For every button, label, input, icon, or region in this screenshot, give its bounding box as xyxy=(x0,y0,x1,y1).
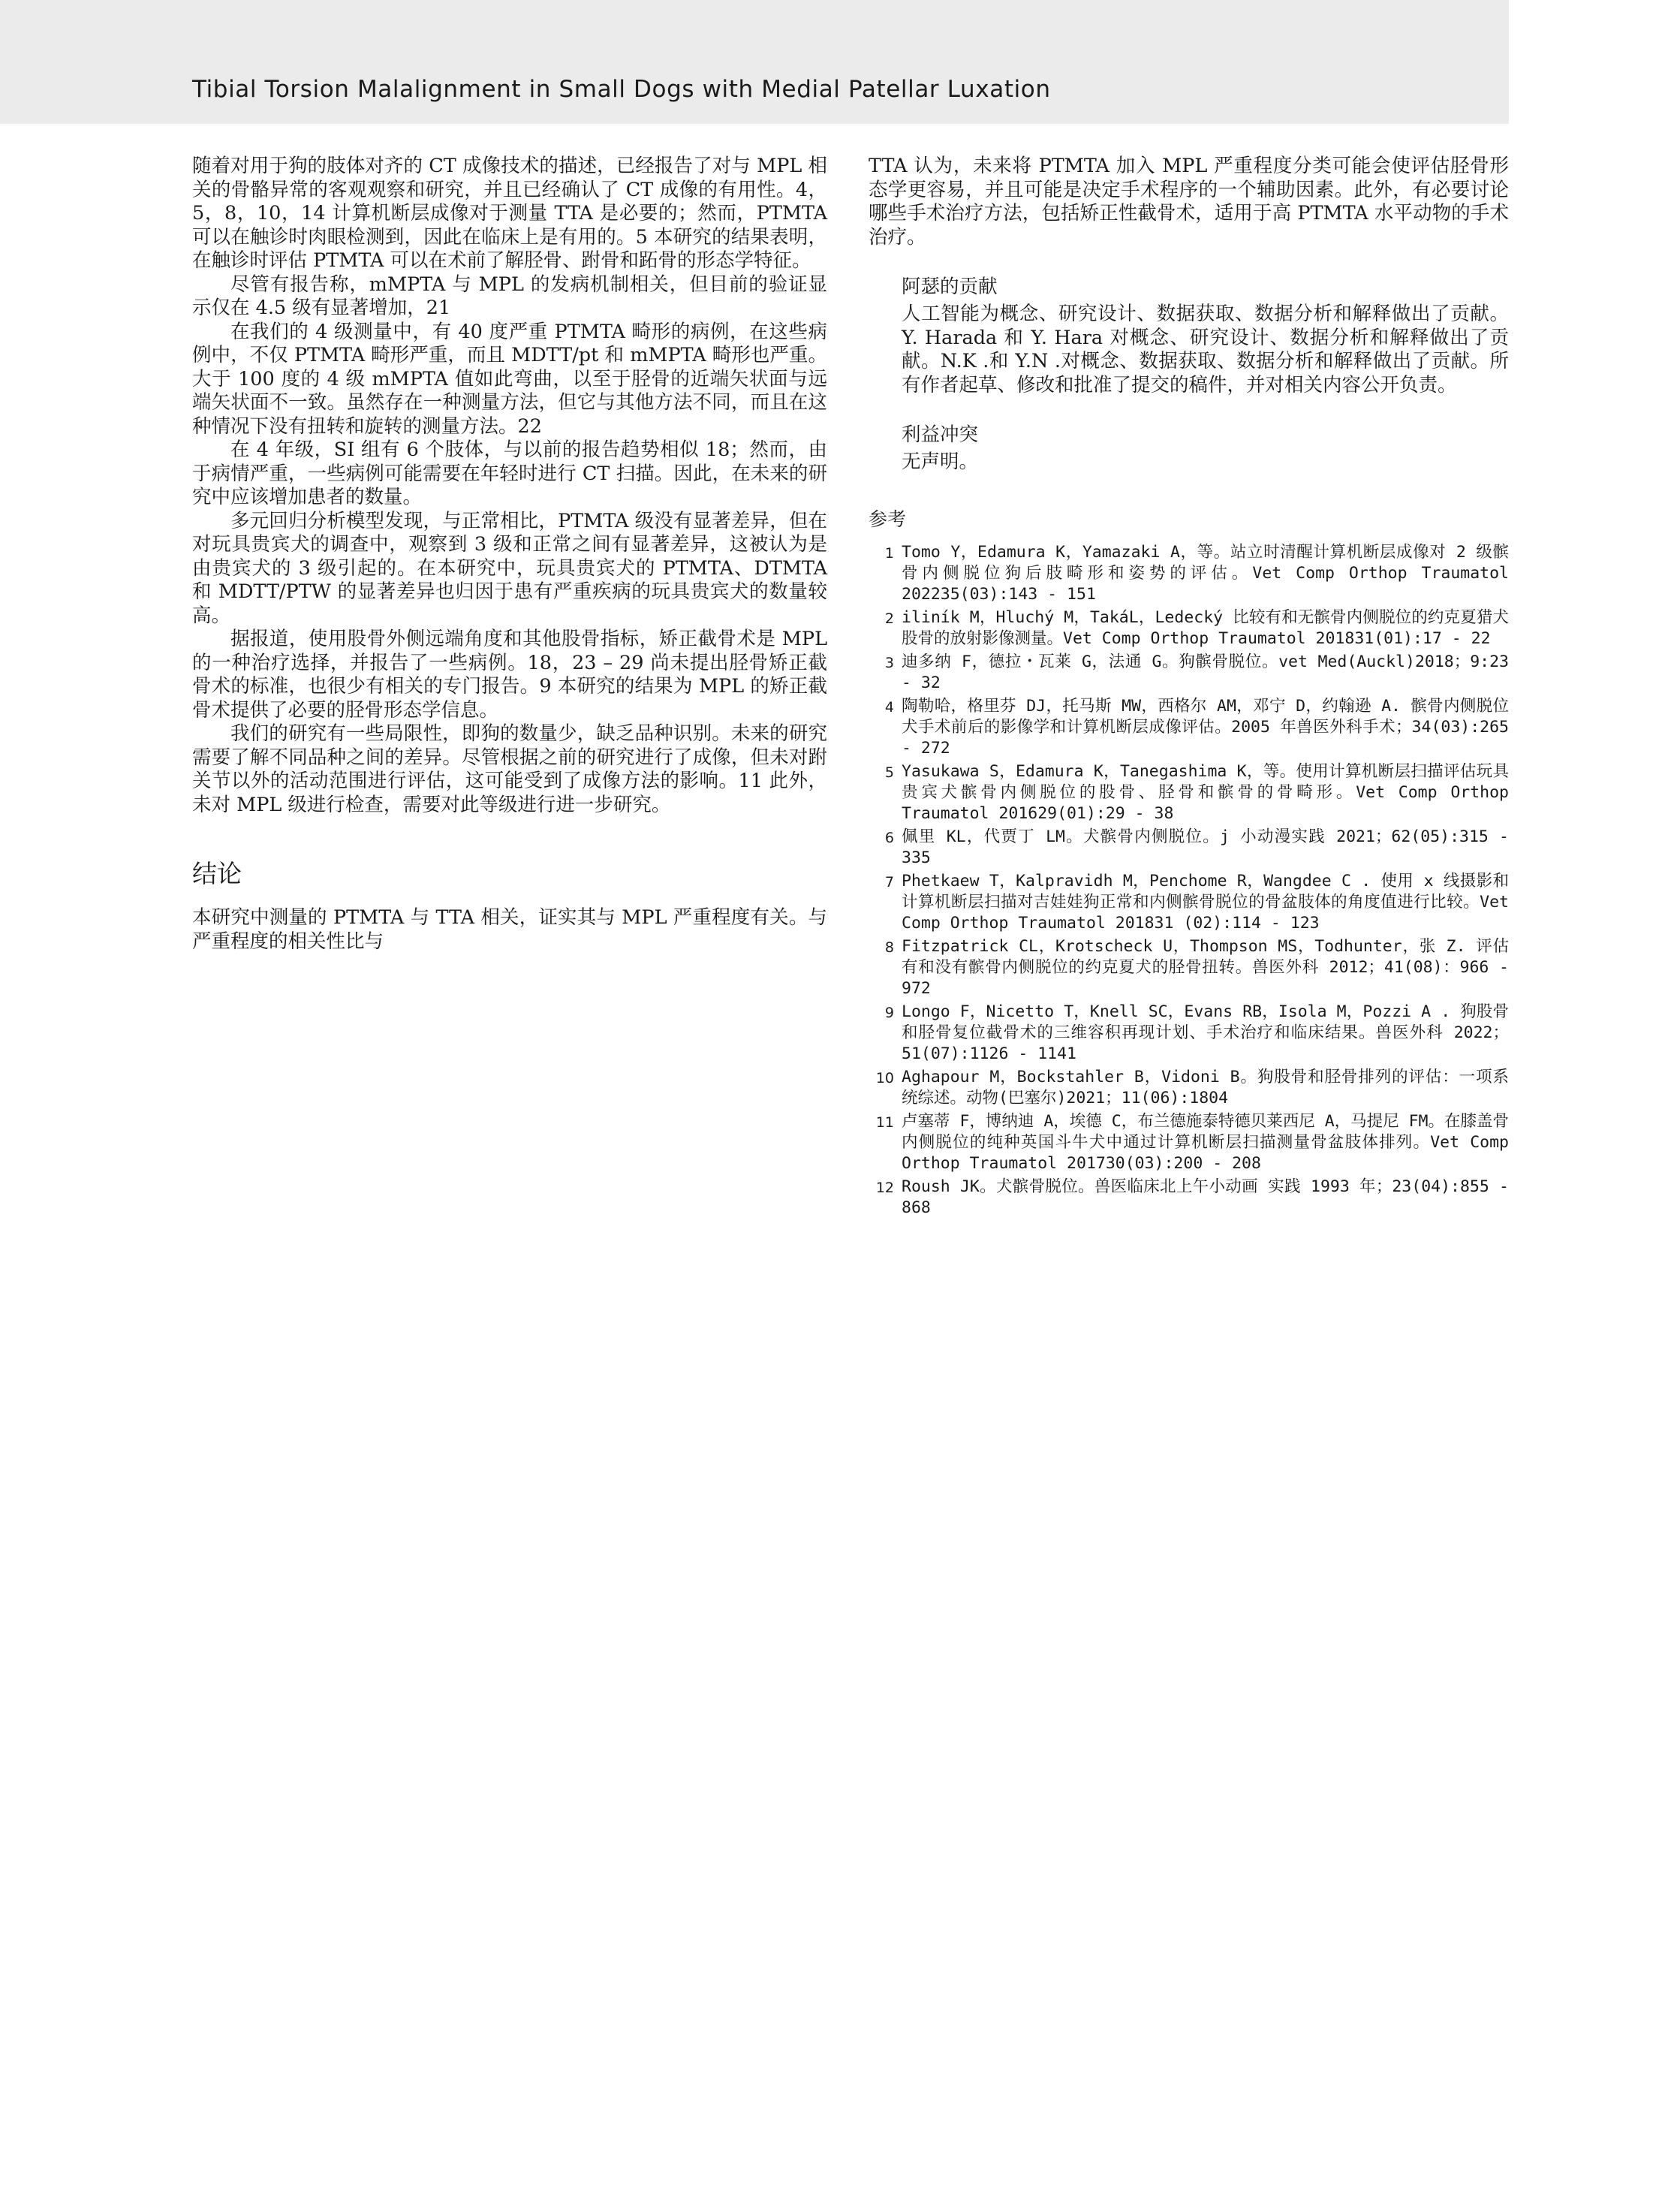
reference-item xyxy=(869,652,1509,694)
references-heading: 参考 xyxy=(869,508,907,530)
reference-item xyxy=(869,827,1509,869)
conclusion-text: 本研究中测量的 PTMTA 与 TTA 相关，证实其与 MPL 严重程度有关。与严重程度的相关性比与 xyxy=(192,906,827,953)
reference-text: 卢塞蒂 F，博纳迪 A，埃德 C，布兰德施泰特德贝莱西尼 A，马提尼 FM。在膝盖骨内侧脱位的纯种英国斗牛犬中通过计算机断层扫描测量骨盆肢体排列。Vet Comp Orthop Traumatol 201730(03):200 - 208 xyxy=(902,1111,1509,1173)
reference-number: 10 xyxy=(875,1069,894,1086)
contributions-section xyxy=(869,275,1509,397)
body-paragraph: 在我们的 4 级测量中，有 40 度严重 PTMTA 畸形的病例，在这些病例中，不仅 PTMTA 畸形严重，而且 MDTT/pt 和 mMPTA 畸形也严重。大于 100 度的 4 级 mMPTA 值如此弯曲，以至于胫骨的近端矢状面与远端矢状面不一致。虽然存在一种测量方法，但它与其他方法不同，而且在这种情况下没有扭转和旋转的测量方法。22 xyxy=(192,320,827,438)
reference-text: iliník M，Hluchý M，TakáL，Ledecký 比较有和无髌骨内侧脱位的约克夏猎犬股骨的放射影像测量。Vet Comp Orthop Traumatol 201831(01):17 - 22 xyxy=(902,607,1509,648)
reference-number: 4 xyxy=(884,698,894,716)
reference-text: 佩里 KL，代贾丁 LM。犬髌骨内侧脱位。j 小动漫实践 2021；62(05):315 - 335 xyxy=(902,827,1509,867)
reference-number: 5 xyxy=(884,764,894,781)
conflict-section xyxy=(869,423,1509,475)
reference-number: 1 xyxy=(884,544,894,562)
reference-number: 12 xyxy=(875,1179,894,1196)
reference-number: 7 xyxy=(884,873,894,891)
reference-text: 陶勒哈，格里芬 DJ，托马斯 MW，西格尔 AM，邓宁 D，约翰逊 A. 髌骨内侧脱位犬手术前后的影像学和计算机断层成像评估。2005 年兽医外科手术；34(03):265 - 272 xyxy=(902,696,1509,758)
continuation-paragraph: TTA 认为，未来将 PTMTA 加入 MPL 严重程度分类可能会使评估胫骨形态学更容易，并且可能是决定手术程序的一个辅助因素。此外，有必要讨论哪些手术治疗方法，包括矫正性截骨术，适用于高 PTMTA 水平动物的手术治疗。 xyxy=(869,155,1509,249)
body-paragraph: 随着对用于狗的肢体对齐的 CT 成像技术的描述，已经报告了对与 MPL 相关的骨骼异常的客观观察和研究，并且已经确认了 CT 成像的有用性。4，5，8，10，14 计算机断层成像对于测量 TTA 是必要的；然而，PTMTA 可以在触诊时肉眼检测到，因此在临床上是有用的。5 本研究的结果表明，在触诊时评估 PTMTA 可以在术前了解胫骨、跗骨和跖骨的形态学特征。 xyxy=(192,155,827,272)
body-paragraph: 据报道，使用股骨外侧远端角度和其他股骨指标，矫正截骨术是 MPL 的一种治疗选择，并报告了一些病例。18，23 – 29 尚未提出胫骨矫正截骨术的标准，也很少有相关的专门报告。9 本研究的结果为 MPL 的矫正截骨术提供了必要的胫骨形态学信息。 xyxy=(192,628,827,722)
reference-number: 2 xyxy=(884,610,894,627)
reference-item xyxy=(869,871,1509,934)
body-paragraph: 在 4 年级，SI 组有 6 个肢体，与以前的报告趋势相似 18；然而，由于病情严重，一些病例可能需要在年轻时进行 CT 扫描。因此，在未来的研究中应该增加患者的数量。 xyxy=(192,438,827,508)
conflict-heading: 利益冲突 xyxy=(902,423,979,446)
reference-item xyxy=(869,761,1509,824)
body-paragraph: 尽管有报告称，mMPTA 与 MPL 的发病机制相关，但目前的验证显示仅在 4.5 级有显著增加，21 xyxy=(192,273,827,319)
running-title: Tibial Torsion Malalignment in Small Dogs with Medial Patellar Luxation xyxy=(192,76,1051,103)
reference-number: 3 xyxy=(884,654,894,671)
reference-text: Roush JK。犬髌骨脱位。兽医临床北上午小动画 实践 1993 年；23(04):855 - 868 xyxy=(902,1177,1509,1217)
right-column xyxy=(869,155,1509,1221)
body-paragraph: 多元回归分析模型发现，与正常相比，PTMTA 级没有显著差异，但在对玩具贵宾犬的调查中，观察到 3 级和正常之间有显著差异，这被认为是由贵宾犬的 3 级引起的。在本研究中，玩具贵宾犬的 PTMTA、DTMTA 和 MDTT/PTW 的显著差异也归因于患有严重疾病的玩具贵宾犬的数量较高。 xyxy=(192,509,827,627)
left-column xyxy=(192,155,827,954)
reference-item xyxy=(869,696,1509,759)
header-band xyxy=(0,0,1509,124)
body-paragraph: 我们的研究有一些局限性，即狗的数量少，缺乏品种识别。未来的研究需要了解不同品种之间的差异。尽管根据之前的研究进行了成像，但未对跗关节以外的活动范围进行评估，这可能受到了成像方法的影响。11 此外，未对 MPL 级进行检查，需要对此等级进行进一步研究。 xyxy=(192,722,827,816)
reference-text: Yasukawa S，Edamura K，Tanegashima K，等。使用计算机断层扫描评估玩具贵宾犬髌骨内侧脱位的股骨、胫骨和髌骨的骨畸形。Vet Comp Orthop Traumatol 201629(01):29 - 38 xyxy=(902,761,1509,823)
reference-text: Fitzpatrick CL，Krotscheck U，Thompson MS，Todhunter，张 Z. 评估有和没有髌骨内侧脱位的约克夏犬的胫骨扭转。兽医外科 2012；41(08)：966 - 972 xyxy=(902,936,1509,998)
reference-item xyxy=(869,607,1509,649)
reference-number: 6 xyxy=(884,829,894,846)
contributions-text: 人工智能为概念、研究设计、数据获取、数据分析和解释做出了贡献。Y. Harada 和 Y. Hara 对概念、研究设计、数据分析和解释做出了贡献。N.K .和 Y.N .对概念、数据获取、数据分析和解释做出了贡献。所有作者起草、修改和批准了提交的稿件，并对相关内容公开负责。 xyxy=(902,303,1509,396)
conclusion-heading: 结论 xyxy=(192,859,242,888)
reference-text: Tomo Y，Edamura K，Yamazaki A，等。站立时清醒计算机断层成像对 2 级髌骨内侧脱位狗后肢畸形和姿势的评估。Vet Comp Orthop Traumatol 202235(03):143 - 151 xyxy=(902,542,1509,604)
reference-item xyxy=(869,1177,1509,1219)
reference-text: Phetkaew T，Kalpravidh M，Penchome R，Wangdee C . 使用 x 线摄影和计算机断层扫描对吉娃娃狗正常和内侧髌骨脱位的骨盆肢体的角度值进行比较。Vet Comp Orthop Traumatol 201831 (02):114 - 123 xyxy=(902,871,1509,933)
reference-number: 11 xyxy=(875,1114,894,1131)
reference-item xyxy=(869,1002,1509,1065)
reference-item xyxy=(869,936,1509,999)
reference-text: Longo F，Nicetto T，Knell SC，Evans RB，Isola M，Pozzi A . 狗股骨和胫骨复位截骨术的三维容积再现计划、手术治疗和临床结果。兽医外科 2022；51(07):1126 - 1141 xyxy=(902,1002,1509,1063)
reference-list xyxy=(869,542,1509,1219)
reference-item xyxy=(869,1067,1509,1109)
reference-item xyxy=(869,1111,1509,1174)
reference-text: 迪多纳 F，德拉・瓦莱 G，法通 G。狗髌骨脱位。vet Med(Auckl)2018；9:23 - 32 xyxy=(902,652,1509,692)
reference-number: 8 xyxy=(884,939,894,956)
reference-number: 9 xyxy=(884,1004,894,1021)
reference-text: Aghapour M，Bockstahler B，Vidoni B。狗股骨和胫骨排列的评估：一项系统综述。动物(巴塞尔)2021；11(06):1804 xyxy=(902,1067,1509,1108)
reference-item xyxy=(869,542,1509,605)
contributions-heading: 阿瑟的贡献 xyxy=(902,276,998,298)
conflict-text: 无声明。 xyxy=(902,451,979,473)
